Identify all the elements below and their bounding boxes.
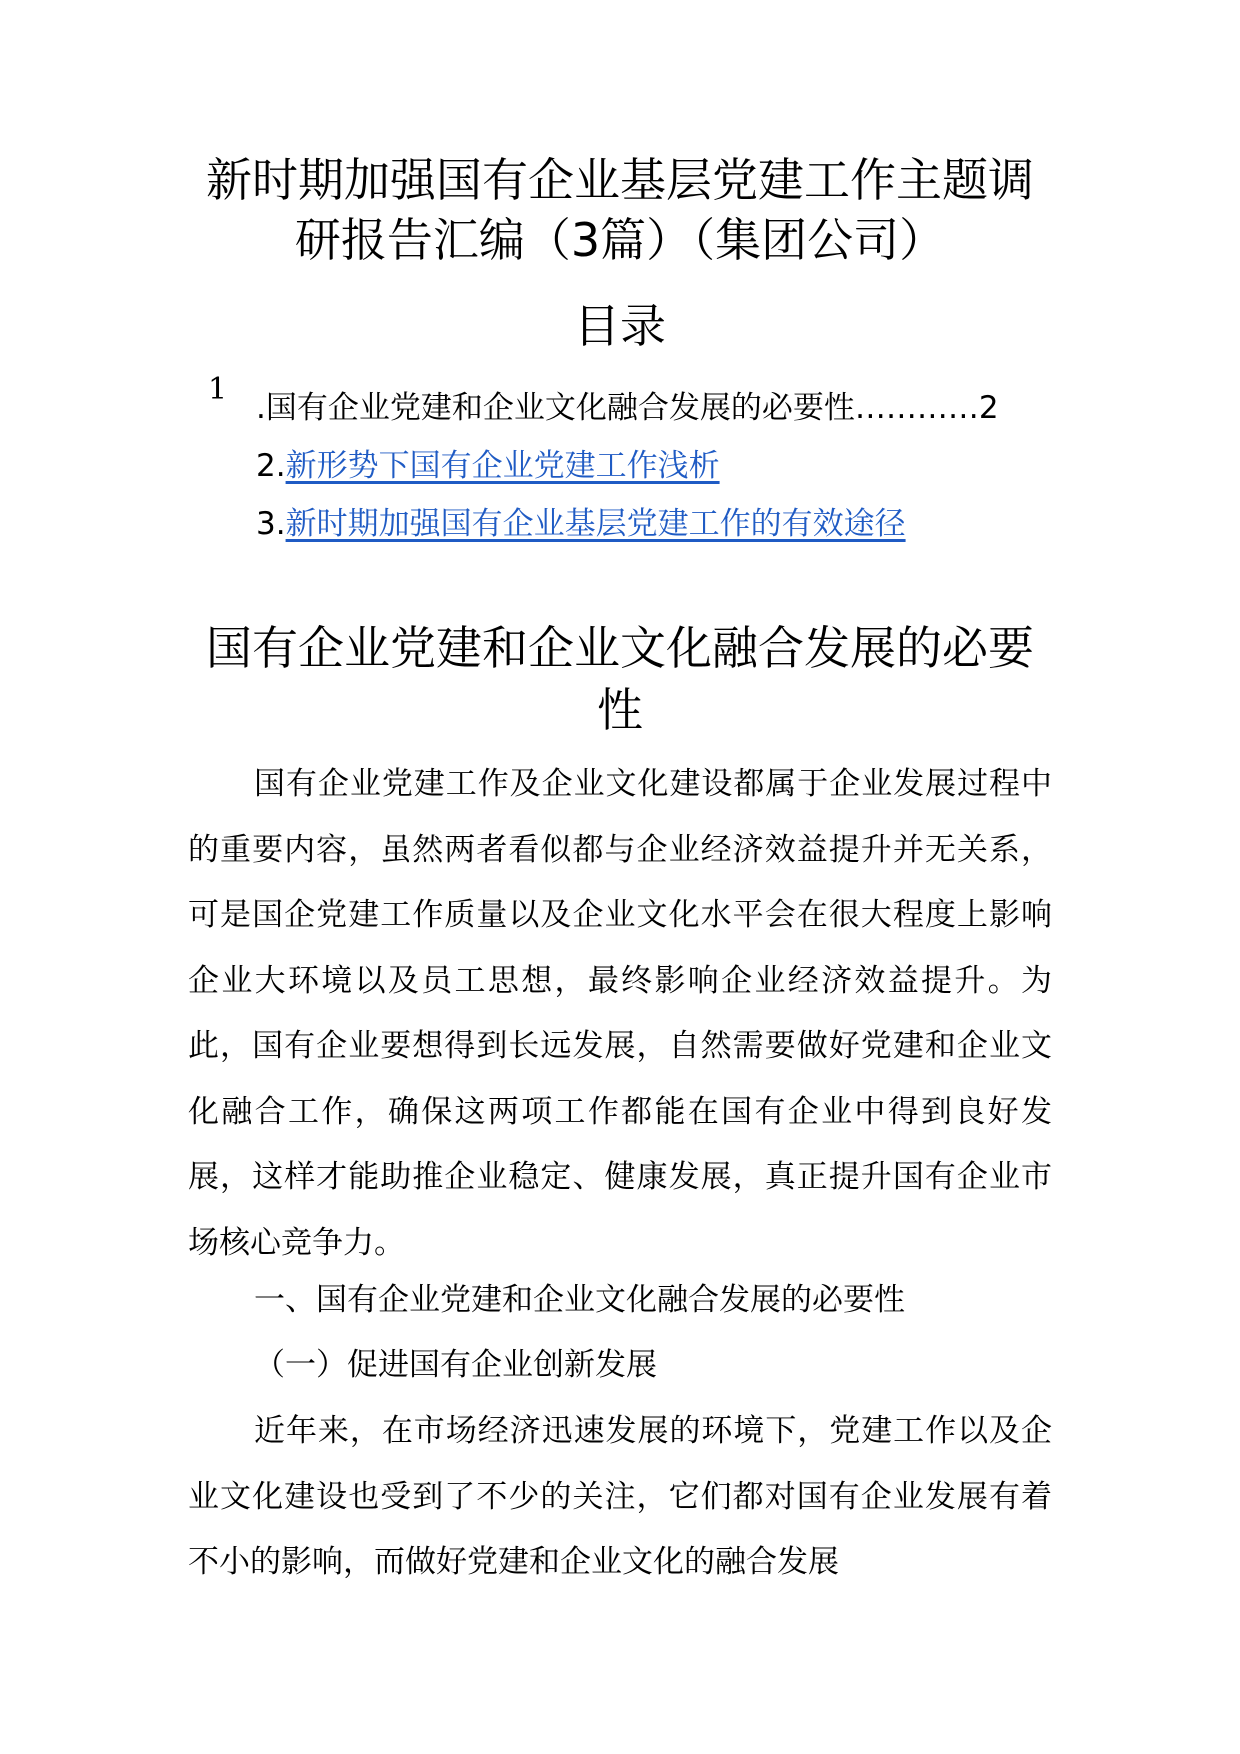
toc-entry-1-leader: …………: [854, 390, 979, 426]
toc-entry-2[interactable]: [256, 444, 720, 488]
section-title-line-2: 性: [597, 683, 643, 737]
section-title-line-1: 国有企业党建和企业文化融合发展的必要: [206, 621, 1034, 675]
toc-entry-1[interactable]: [256, 386, 999, 430]
toc-entry-1-page: 2: [978, 390, 999, 426]
document-title-line-2: 研报告汇编（3篇）（集团公司）: [294, 213, 946, 267]
toc-entry-3[interactable]: [256, 502, 906, 546]
toc-entry-1-prefix: .: [256, 390, 266, 426]
toc-entry-2-link[interactable]: 新形势下国有企业党建工作浅析: [285, 448, 720, 484]
toc-entry-3-prefix: 3.: [256, 506, 286, 542]
document-title-line-1: 新时期加强国有企业基层党建工作主题调: [206, 153, 1034, 207]
heading-1: 一、国有企业党建和企业文化融合发展的必要性: [254, 1282, 905, 1318]
toc-entry-3-link[interactable]: 新时期加强国有企业基层党建工作的有效途径: [285, 506, 906, 542]
toc-stray-number: 1: [208, 372, 228, 407]
subheading-1: （一）促进国有企业创新发展: [254, 1347, 657, 1383]
toc-entry-2-prefix: 2.: [256, 448, 286, 484]
toc-heading: 目录: [574, 299, 666, 353]
body-paragraph-2: 近年来，在市场经济迅速发展的环境下，党建工作以及企业文化建设也受到了不少的关注，它们都对国有企业发展有着不小的影响，而做好党建和企业文化的融合发展: [188, 1413, 1052, 1580]
toc-entry-1-label: 国有企业党建和企业文化融合发展的必要性: [265, 390, 855, 426]
body-paragraph-1: 国有企业党建工作及企业文化建设都属于企业发展过程中的重要内容，虽然两者看似都与企业经济效益提升并无关系，可是国企党建工作质量以及企业文化水平会在很大程度上影响企业大环境以及员工思想，最终影响企业经济效益提升。为此，国有企业要想得到长远发展，自然需要做好党建和企业文化融合工作，确保这两项工作都能在国有企业中得到良好发展，这样才能助推企业稳定、健康发展，真正提升国有企业市场核心竞争力。: [188, 766, 1052, 1261]
